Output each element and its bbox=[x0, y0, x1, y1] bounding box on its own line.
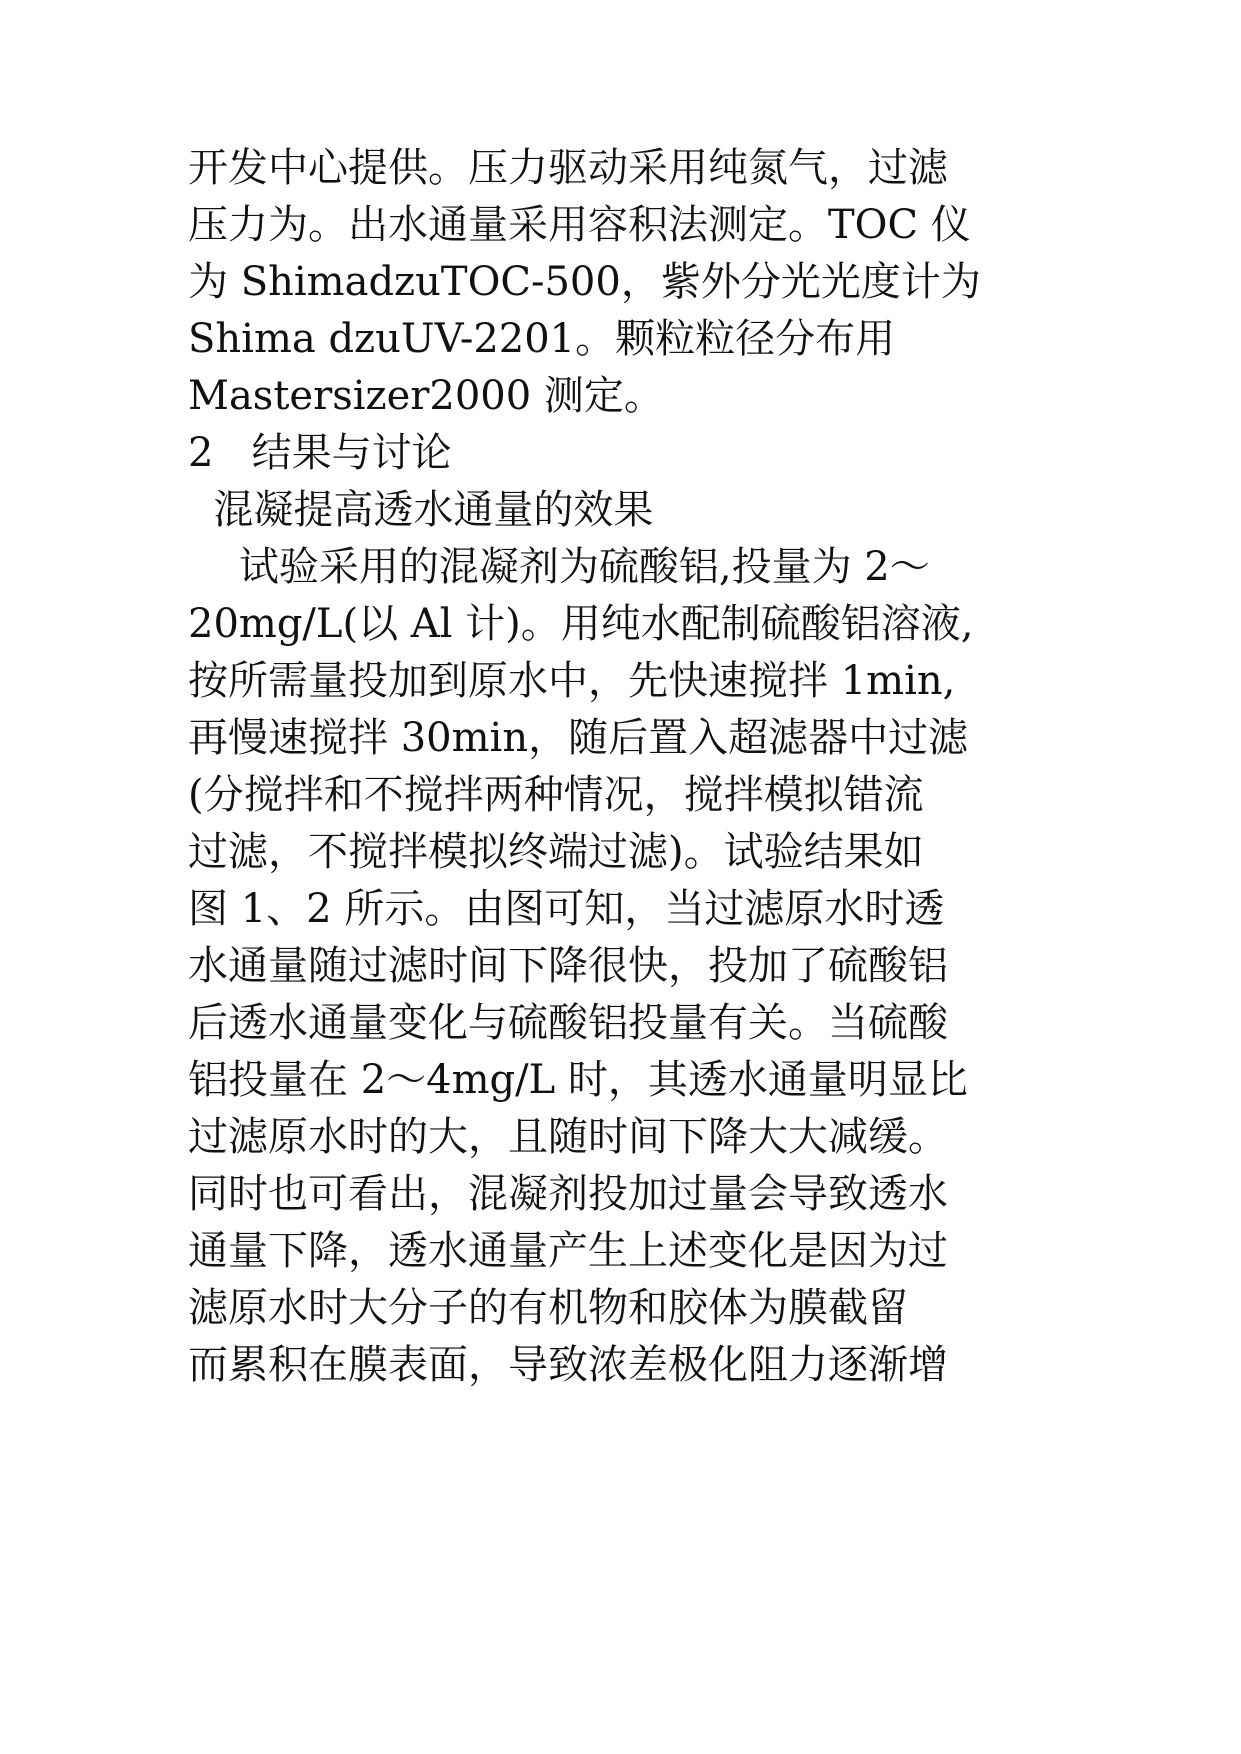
text-line: 20mg/L(以 Al 计)。用纯水配制硫酸铝溶液, bbox=[188, 601, 974, 647]
text-line: 按所需量投加到原水中，先快速搅拌 1min, bbox=[188, 658, 956, 704]
text-line: 同时也可看出，混凝剂投加过量会导致透水 bbox=[188, 1171, 948, 1217]
text-line: 图 1、2 所示。由图可知，当过滤原水时透 bbox=[188, 886, 945, 932]
section-heading: 2 结果与讨论 bbox=[188, 430, 452, 476]
text-line: Shima dzuUV-2201。颗粒粒径分布用 bbox=[188, 316, 896, 362]
text-line: 水通量随过滤时间下降很快，投加了硫酸铝 bbox=[188, 943, 948, 989]
text-line: (分搅拌和不搅拌两种情况，搅拌模拟错流 bbox=[188, 772, 924, 818]
text-line: 为 ShimadzuTOC-500，紫外分光光度计为 bbox=[188, 259, 981, 305]
text-line: 铝投量在 2～4mg/L 时，其透水通量明显比 bbox=[188, 1057, 968, 1103]
text-line: 再慢速搅拌 30min，随后置入超滤器中过滤 bbox=[188, 715, 969, 761]
text-line: 后透水通量变化与硫酸铝投量有关。当硫酸 bbox=[188, 1000, 948, 1046]
text-line: 滤原水时大分子的有机物和胶体为膜截留 bbox=[188, 1285, 908, 1331]
text-line: Mastersizer2000 测定。 bbox=[188, 373, 664, 419]
text-line: 开发中心提供。压力驱动采用纯氮气，过滤 bbox=[188, 145, 948, 191]
subsection-heading: 混凝提高透水通量的效果 bbox=[188, 487, 654, 533]
text-line: 而累积在膜表面，导致浓差极化阻力逐渐增 bbox=[188, 1342, 948, 1388]
text-line: 试验采用的混凝剂为硫酸铝,投量为 2～ bbox=[188, 544, 930, 590]
text-line: 过滤，不搅拌模拟终端过滤)。试验结果如 bbox=[188, 829, 924, 875]
text-line: 过滤原水时的大，且随时间下降大大减缓。 bbox=[188, 1114, 948, 1160]
text-line: 通量下降，透水通量产生上述变化是因为过 bbox=[188, 1228, 948, 1274]
text-line: 压力为。出水通量采用容积法测定。TOC 仪 bbox=[188, 202, 971, 248]
